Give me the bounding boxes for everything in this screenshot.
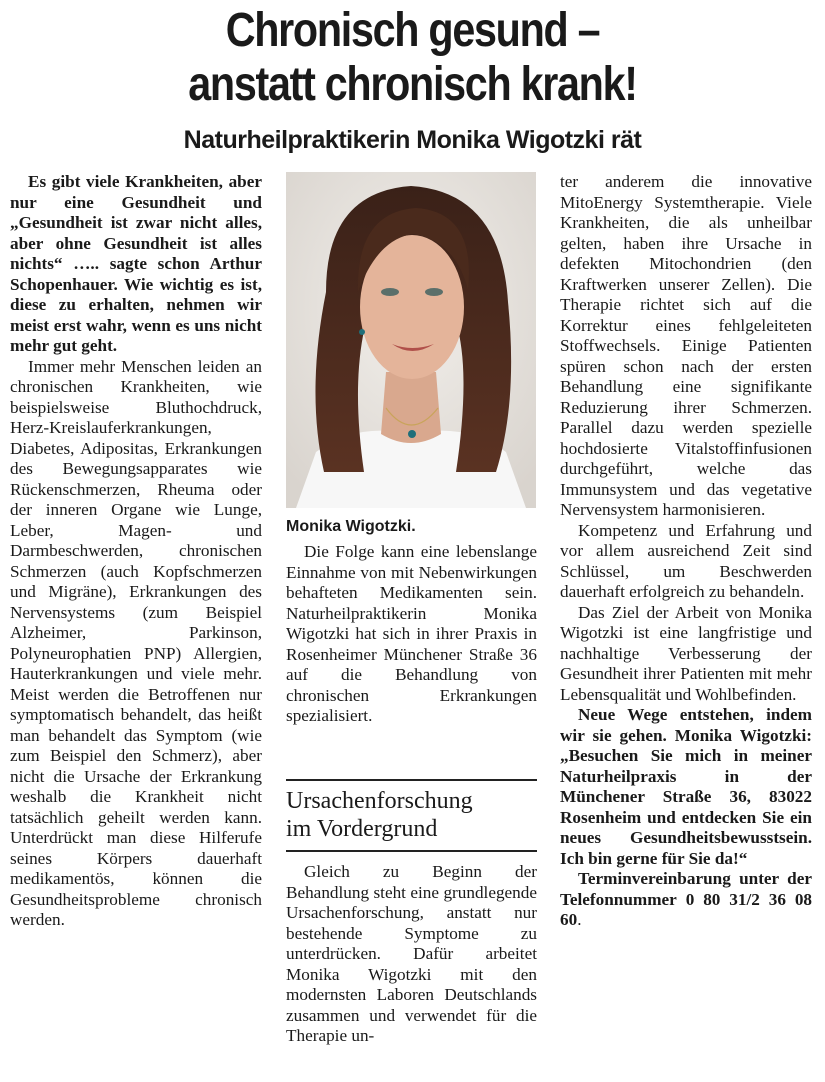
article-column-2-top bbox=[286, 542, 537, 727]
section-heading bbox=[286, 787, 537, 843]
body-paragraph: ter anderem die innovative MitoEnergy Systemtherapie. Viele Krankheiten, die als unheilbar gelten, haben ihre Ursache in defekten Mitochondrien (den Kraftwerken unserer Zellen). Die Therapie richtet sich auf die Korrektur eines fehlgeleiteten Stoffwechsels. Einige Patienten spüren schon nach der ersten Behandlung eine signifikante Reduzierung ihrer Schmerzen. Parallel dazu werden spezielle hochdosierte Vitalstoffinfusionen durchgeführt, welche das Immunsystem und das vegetative Nervensystem harmonisieren. bbox=[560, 172, 812, 519]
lead-paragraph: Es gibt viele Krankheiten, aber nur eine Gesundheit und „Gesundheit ist zwar nicht alles, aber ohne Gesundheit ist alles nichts“ ….. sagte schon Arthur Schopenhauer. Wie wichtig es ist, diese zu erhalten, nehmen wir meist erst wahr, wenn es uns nicht mehr gut geht. bbox=[10, 172, 262, 355]
photo-caption: Monika Wigotzki. bbox=[286, 518, 416, 535]
appointment-line bbox=[560, 869, 812, 931]
body-paragraph: Gleich zu Beginn der Behandlung steht eine grundlegende Ursachenforschung, anstatt nur bestehende Symptome zu unterdrücken. Dafür arbeitet Monika Wigotzki mit den modernsten Laboren Deutschlands zusammen und verwendet für die Therapie un- bbox=[286, 862, 537, 1045]
portrait-illustration bbox=[286, 172, 536, 508]
headline bbox=[58, 4, 768, 112]
appointment-period: . bbox=[577, 910, 582, 929]
body-paragraph: Kompetenz und Erfahrung und vor allem ausreichend Zeit sind Schlüssel, um Beschwerden dauerhaft erfolgreich zu behandeln. bbox=[560, 520, 812, 601]
section-rule-bottom bbox=[286, 850, 537, 852]
appointment-label: Terminvereinbarung unter der Telefonnummer bbox=[560, 869, 812, 909]
section-rule-top bbox=[286, 779, 537, 781]
article-column-2-bottom bbox=[286, 862, 537, 1047]
headline-line-2: anstatt chronisch krank! bbox=[188, 58, 637, 111]
phone-number: 0 80 31/2 36 08 60 bbox=[560, 889, 813, 929]
section-heading-line-1: Ursachenforschung bbox=[286, 788, 473, 814]
body-paragraph: Die Folge kann eine lebenslange Einnahme von mit Nebenwirkungen behafteten Medikamenten sein. Naturheilpraktikerin Monika Wigotzki hat sich in ihrer Praxis in Rosenheimer Münchener Straße 36 auf die Behandlung von chronischen Erkrankungen spezialisiert. bbox=[286, 542, 537, 725]
body-paragraph: Das Ziel der Arbeit von Monika Wigotzki ist eine langfristige und nachhaltige Verbesserung der Gesundheit ihrer Patienten mit mehr Lebensqualität und Wohlbefinden. bbox=[560, 602, 812, 704]
closing-quote: Neue Wege entstehen, indem wir sie gehen. Monika Wigotzki: „Besuchen Sie mich in meiner Naturheilpraxis in der Münchener Straße 36, 83022 Rosenheim und entdecken Sie ein neues Gesundheitsbewusstsein. Ich bin gerne für Sie da!“ bbox=[560, 705, 812, 868]
section-heading-line-2: im Vordergrund bbox=[286, 816, 438, 842]
portrait-photo bbox=[286, 172, 536, 508]
body-paragraph: Immer mehr Menschen leiden an chronischen Krankheiten, wie beispielsweise Bluthochdruck, Herz-Kreislauferkrankungen, Diabetes, Adipositas, Erkrankungen des Bewegungsapparates wie Rückenschmerzen, Rheuma oder der inneren Organe wie Lunge, Leber, Magen- und Darmbeschwerden, chronischen Schmerzen (auch Kopfschmerzen und Migräne), Erkrankungen des Nervensystems (zum Beispiel Alzheimer, Parkinson, Polyneurophatien PNP) Allergien, Hauterkrankungen und viele mehr. Meist werden die Betroffenen nur symptomatisch behandelt, das heißt man behandelt das Symptom (wie zum Beispiel den Schmerz), aber nicht die Ursache der Erkrankung weshalb die Krankheit nicht tatsächlich geheilt werden kann. Unterdrückt man diese Hilferufe seines Körpers dauerhaft medikamentös, können die Gesundheitsprobleme chronisch werden. bbox=[10, 356, 262, 929]
headline-line-1: Chronisch gesund – bbox=[225, 4, 600, 57]
article-column-1 bbox=[10, 172, 262, 931]
subheadline: Naturheilpraktikerin Monika Wigotzki rät bbox=[183, 126, 642, 154]
article-column-3 bbox=[560, 172, 812, 931]
